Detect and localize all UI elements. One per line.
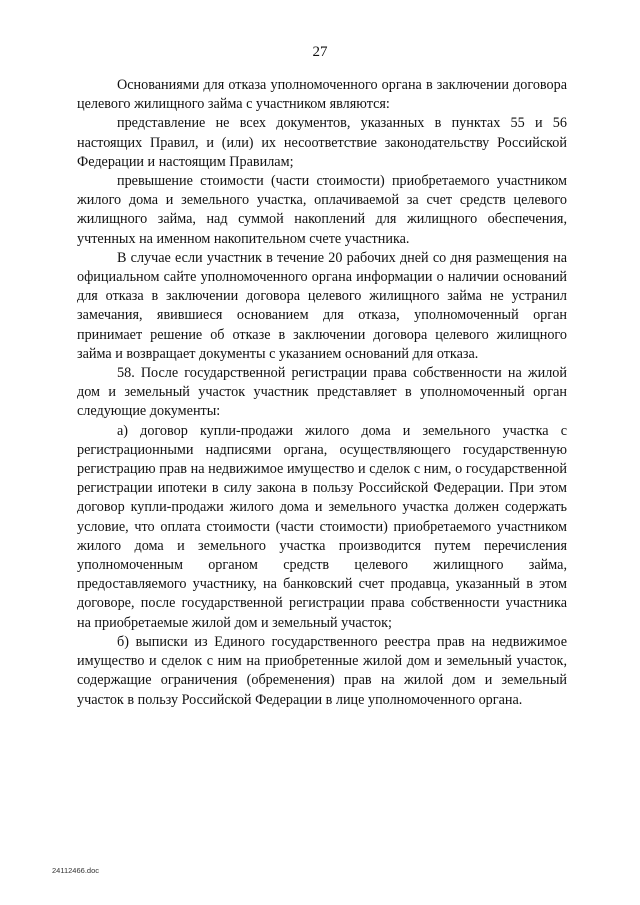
paragraph-incomplete-documents: представление не всех документов, указанных в пунктах 55 и 56 настоящих Правил, и (или) их несоответствие законодательству Российской Федерации и настоящим Правилам;	[77, 115, 567, 170]
document-body	[77, 76, 567, 710]
paragraph-clause-58-a: а) договор купли-продажи жилого дома и земельного участка с регистрационными надписями органа, осуществляющего государственную регистрацию прав на недвижимое имущество и сделок с ним, о государственной регистрации ипотеки в силу закона в пользу Российской Федерации. При этом договор купли-продажи жилого дома и земельного участка должен содержать условие, что оплата стоимости (части стоимости) приобретаемого участником жилого дома и земельного участка производится путем перечисления уполномоченным органом средств целевого жилищного займа, предоставляемого участнику, на банковский счет продавца, указанный в этом договоре, после государственной регистрации права собственности участника на приобретаемые жилой дом и земельный участок;	[77, 422, 567, 631]
paragraph-refusal-grounds-intro: Основаниями для отказа уполномоченного органа в заключении договора целевого жилищного займа с участником являются:	[77, 77, 567, 113]
paragraph-cost-excess: превышение стоимости (части стоимости) приобретаемого участником жилого дома и земельного участка, оплачиваемой за счет средств целевого жилищного займа, над суммой накоплений для жилищного обеспечения, учтенных на именном накопительном счете участника.	[77, 173, 567, 247]
footer-filename: 24112466.doc	[52, 866, 99, 875]
paragraph-20-days-refusal: В случае если участник в течение 20 рабочих дней со дня размещения на официальном сайте уполномоченного органа информации о наличии оснований для отказа в заключении договора целевого жилищного займа не устранил замечания, явившиеся основанием для отказа, уполномоченный орган принимает решение об отказе в заключении договора целевого жилищного займа и возвращает документы с указанием оснований для отказа.	[77, 249, 567, 362]
paragraph-clause-58: 58. После государственной регистрации права собственности на жилой дом и земельный участок участник представляет в уполномоченный орган следующие документы:	[77, 365, 567, 420]
paragraph-clause-58-b: б) выписки из Единого государственного реестра прав на недвижимое имущество и сделок с ним на приобретенные жилой дом и земельный участок, содержащие ограничения (обременения) прав на жилой дом и земельный участок в пользу Российской Федерации в лице уполномоченного органа.	[77, 633, 567, 708]
page-number: 27	[312, 44, 328, 60]
